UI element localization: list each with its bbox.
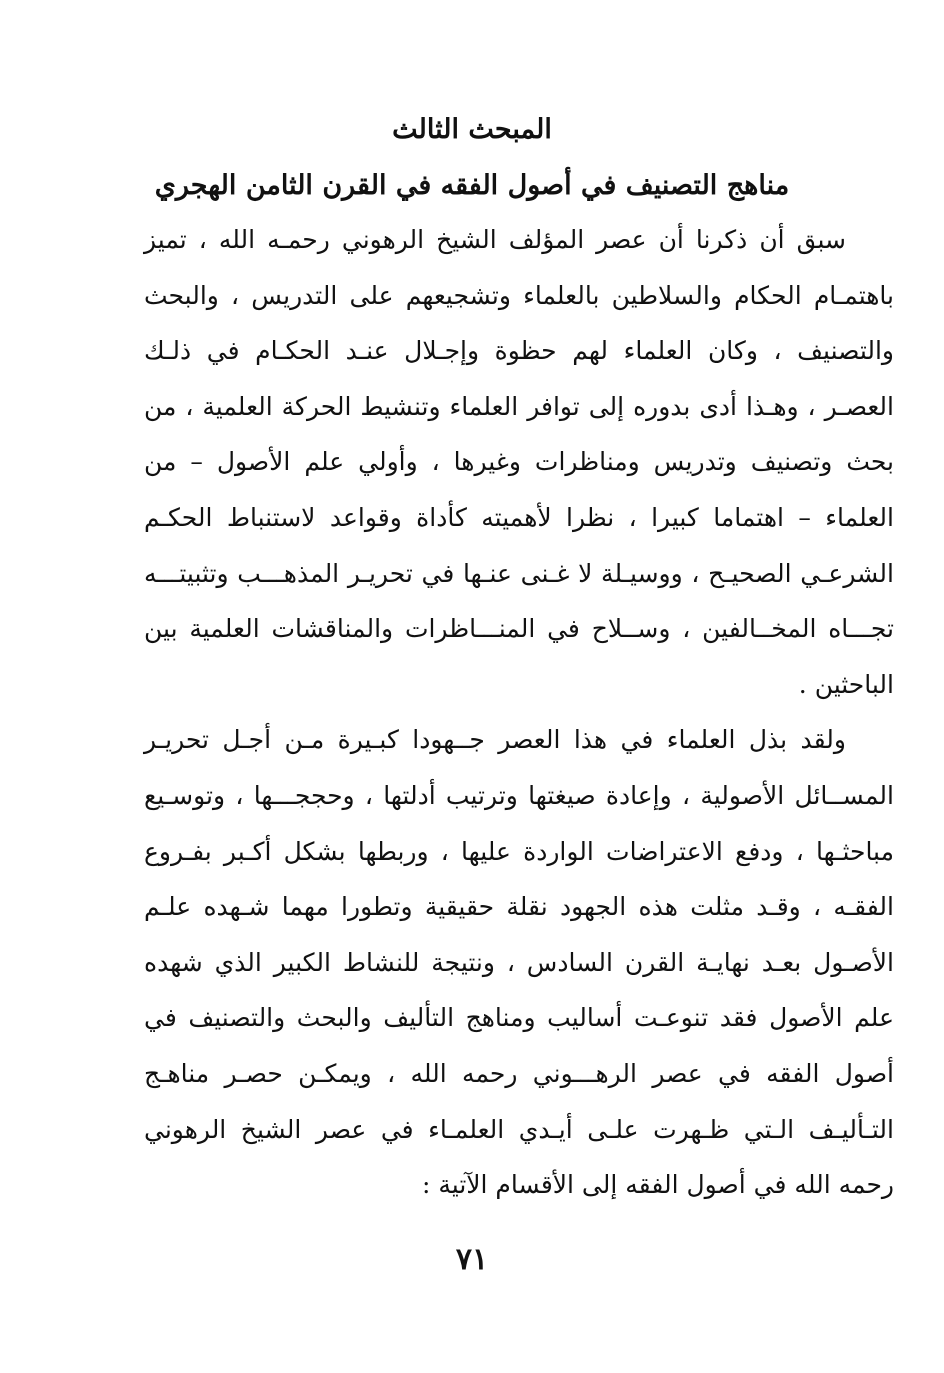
body-text bbox=[144, 212, 894, 1213]
paragraph-1: سبق أن ذكرنا أن عصر المؤلف الشيخ الرهوني رحمـه الله ، تميز باهتمـام الحكام والسلاطين بالعلماء وتشجيعهم على التدريس ، والبحث والتصنيف ، وكان العلماء لهم حظوة وإجـلال عنـد الحكـام في ذلـك العصـر ، وهـذا أدى بدوره إلى توافر العلماء وتنشيط الحركة العلمية ، من بحث وتصنيف وتدريس ومناظرات وغيرها ، وأولي علم الأصول – من العلماء – اهتماما كبيرا ، نظرا لأهميته كأداة وقواعد لاستنباط الحكـم الشرعـي الصحيـح ، ووسيـلة لا غـنى عنـها في تحريـر المذهـــب وتثبيتـــه تجـــاه المخــالفين ، وســلاح في المنـــاظرات والمناقشات العلمية بين الباحثين . bbox=[144, 225, 894, 699]
page-number: ٧١ bbox=[455, 1242, 489, 1277]
chapter-heading: مناهج التصنيف في أصول الفقه في القرن الثامن الهجري bbox=[154, 170, 790, 201]
section-label: المبحث الثالث bbox=[392, 114, 552, 145]
paragraph-2: ولقد بذل العلماء في هذا العصر جــهودا كبـيرة مـن أجـل تحريـر المســائل الأصولية ، وإعادة صيغتها وترتيب أدلتها ، وحججـــها ، وتوسـيع مباحثـها ، ودفع الاعتراضات الواردة عليها ، وربطها بشكل أكـبر بفـروع الفقـه ، وقـد مثلت هذه الجهود نقلة حقيقية وتطورا مهما شـهده علـم الأصـول بعـد نهايـة القرن السادس ، ونتيجة للنشاط الكبير الذي شهده علم الأصول فقد تنوعـت أساليب ومناهج التأليف والبحث والتصنيف في أصول الفقه في عصر الرهـــوني رحمه الله ، ويمكـن حصـر مناهـج التـأليـف الـتي ظـهرت علـى أيـدي العلمـاء في عصر الشيخ الرهوني رحمه الله في أصول الفقه إلى الأقسام الآتية : bbox=[144, 725, 894, 1200]
